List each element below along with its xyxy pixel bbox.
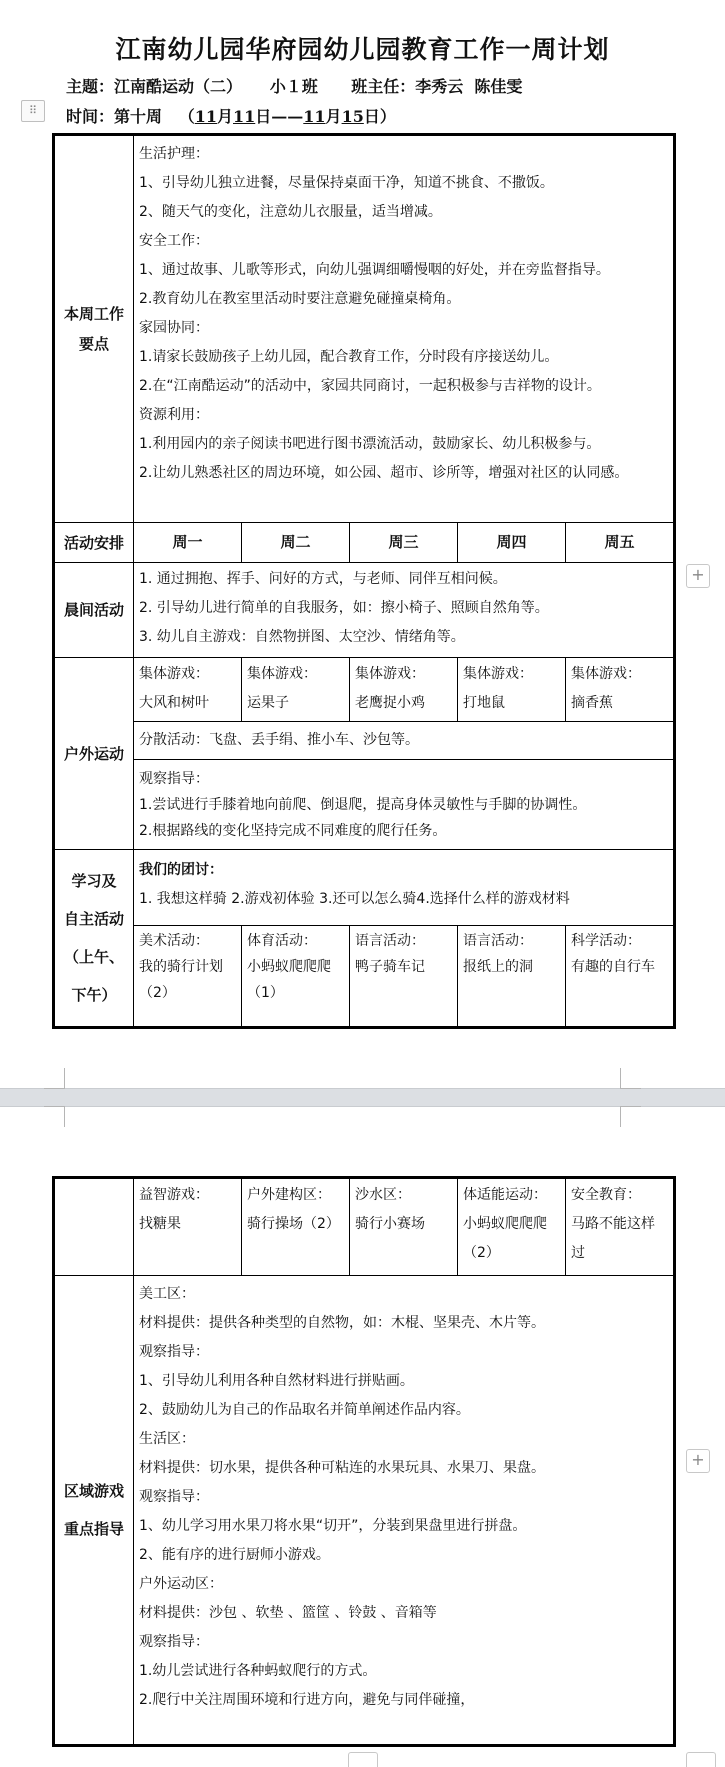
time-start-day: 11 [233, 107, 256, 126]
page-corner-mark [44, 1068, 65, 1089]
time-end-day: 15 [341, 107, 364, 126]
time-end-month: 11 [303, 107, 326, 126]
morning-line: 1. 通过拥抱、挥手、问好的方式，与老师、同伴互相问候。 [139, 571, 507, 587]
afternoon-activity-cell: 户外建构区： 骑行操场（2） [242, 1178, 350, 1276]
afternoon-activity-cell: 沙水区： 骑行小赛场 [350, 1178, 458, 1276]
study-activity-cell: 语言活动： 鸭子骑车记 [350, 926, 458, 1028]
add-row-button[interactable]: + [686, 1449, 710, 1473]
study-activity-cell: 体育活动： 小蚂蚁爬爬爬（1） [242, 926, 350, 1028]
area-line: 美工区： [139, 1286, 195, 1302]
add-row-button[interactable]: + [686, 564, 710, 588]
observe-line: 1.尝试进行手膝着地向前爬、倒退爬，提高身体灵敏性与手脚的协调性。 [139, 797, 587, 813]
continued-label-cell [54, 1178, 134, 1276]
page-break [0, 1088, 725, 1107]
outdoor-game-cell: 集体游戏： 老鹰捉小鸡 [350, 658, 458, 722]
area-line: 1、引导幼儿利用各种自然材料进行拼贴画。 [139, 1373, 414, 1389]
outdoor-label: 户外运动 [54, 658, 134, 850]
focus-line: 安全工作： [139, 233, 209, 249]
group-discussion [134, 850, 675, 926]
focus-line: 1、引导幼儿独立进餐，尽量保持桌面干净，知道不挑食、不撒饭。 [139, 175, 554, 191]
page-corner-mark [620, 1068, 641, 1089]
day-tuesday: 周二 [242, 523, 350, 563]
outdoor-game-cell: 集体游戏： 运果子 [242, 658, 350, 722]
afternoon-activity-cell: 安全教育： 马路不能这样过 [566, 1178, 675, 1276]
study-activity-cell: 科学活动： 有趣的自行车 [566, 926, 675, 1028]
table-move-handle[interactable]: ⠿ [21, 100, 45, 122]
area-line: 生活区： [139, 1431, 195, 1447]
theme-line: 主题：江南酷运动（二） 小１班 班主任：李秀云 陈佳雯 [66, 77, 523, 96]
area-line: 2.爬行中关注周围环境和行进方向，避免与同伴碰撞， [139, 1692, 475, 1708]
focus-line: 家园协同： [139, 320, 209, 336]
focus-content [134, 135, 675, 523]
time-line [66, 104, 396, 127]
area-label: 区域游戏 重点指导 [54, 1276, 134, 1746]
plan-table-page-2 [52, 1176, 676, 1747]
focus-line: 1、通过故事、儿歌等形式，向幼儿强调细嚼慢咽的好处，并在旁监督指导。 [139, 262, 610, 278]
time-text-2: 日—— [255, 107, 304, 126]
focus-line: 1.利用园内的亲子阅读书吧进行图书漂流活动，鼓励家长、幼儿积极参与。 [139, 436, 601, 452]
area-line: 材料提供：切水果，提供各种可粘连的水果玩具、水果刀、果盘。 [139, 1460, 545, 1476]
area-line: 2、能有序的进行厨师小游戏。 [139, 1547, 330, 1563]
page-corner-mark [44, 1106, 65, 1127]
time-text-3: 月 [325, 107, 342, 126]
outdoor-scatter: 分散活动：飞盘、丢手绢、推小车、沙包等。 [134, 722, 675, 760]
schedule-label: 活动安排 [54, 523, 134, 563]
focus-label: 本周工作要点 [54, 135, 134, 523]
plan-table-page-1 [52, 133, 676, 1029]
day-wednesday: 周三 [350, 523, 458, 563]
focus-line: 2、随天气的变化，注意幼儿衣服量，适当增减。 [139, 204, 442, 220]
outdoor-game-cell: 集体游戏： 大风和树叶 [134, 658, 242, 722]
page-tab-button[interactable] [348, 1752, 378, 1767]
area-line: 观察指导： [139, 1634, 209, 1650]
focus-line: 2.让幼儿熟悉社区的周边环境，如公园、超市、诊所等，增强对社区的认同感。 [139, 465, 629, 481]
afternoon-activity-cell: 体适能运动： 小蚂蚁爬爬爬（2） [458, 1178, 566, 1276]
morning-line: 3. 幼儿自主游戏：自然物拼图、太空沙、情绪角等。 [139, 629, 465, 645]
afternoon-activity-cell: 益智游戏： 找糖果 [134, 1178, 242, 1276]
time-text-1: 月 [216, 107, 233, 126]
time-prefix: 时间：第十周 （ [66, 107, 195, 126]
morning-label: 晨间活动 [54, 563, 134, 658]
area-line: 户外运动区： [139, 1576, 223, 1592]
study-label: 学习及 自主活动 （上午、 下午） [54, 850, 134, 1028]
focus-line: 生活护理： [139, 146, 209, 162]
outdoor-observe [134, 760, 675, 850]
document-title: 江南幼儿园华府园幼儿园教育工作一周计划 [115, 35, 610, 64]
focus-line: 2.教育幼儿在教室里活动时要注意避免碰撞桌椅角。 [139, 291, 461, 307]
observe-line: 观察指导： [139, 771, 209, 787]
observe-line: 2.根据路线的变化坚持完成不同难度的爬行任务。 [139, 823, 447, 839]
area-line: 1.幼儿尝试进行各种蚂蚁爬行的方式。 [139, 1663, 377, 1679]
area-line: 2、鼓励幼儿为自己的作品取名并简单阐述作品内容。 [139, 1402, 470, 1418]
area-content [134, 1276, 675, 1746]
focus-line: 1.请家长鼓励孩子上幼儿园，配合教育工作，分时段有序接送幼儿。 [139, 349, 559, 365]
group-discussion-title: 我们的团讨： [139, 862, 223, 878]
morning-content [134, 563, 675, 658]
area-line: 1、幼儿学习用水果刀将水果“切开”，分装到果盘里进行拼盘。 [139, 1518, 527, 1534]
page-corner-mark [620, 1106, 641, 1127]
focus-line: 资源利用： [139, 407, 209, 423]
day-thursday: 周四 [458, 523, 566, 563]
day-friday: 周五 [566, 523, 675, 563]
outdoor-game-cell: 集体游戏： 打地鼠 [458, 658, 566, 722]
page-tab-button[interactable] [686, 1752, 716, 1767]
time-start-month: 11 [194, 107, 217, 126]
study-activity-cell: 语言活动： 报纸上的洞 [458, 926, 566, 1028]
study-activity-cell: 美术活动： 我的骑行计划（2） [134, 926, 242, 1028]
area-line: 材料提供：沙包 、软垫 、篮筐 、铃鼓 、音箱等 [139, 1605, 437, 1621]
morning-line: 2. 引导幼儿进行简单的自我服务，如：擦小椅子、照顾自然角等。 [139, 600, 549, 616]
day-monday: 周一 [134, 523, 242, 563]
time-text-4: 日） [363, 107, 396, 126]
area-line: 材料提供：提供各种类型的自然物，如：木棍、坚果壳、木片等。 [139, 1315, 545, 1331]
area-line: 观察指导： [139, 1489, 209, 1505]
group-discussion-text: 1. 我想这样骑 2.游戏初体验 3.还可以怎么骑4.选择什么样的游戏材料 [139, 891, 570, 907]
outdoor-game-cell: 集体游戏： 摘香蕉 [566, 658, 675, 722]
focus-line: 2.在“江南酷运动”的活动中，家园共同商讨，一起积极参与吉祥物的设计。 [139, 378, 601, 394]
area-line: 观察指导： [139, 1344, 209, 1360]
